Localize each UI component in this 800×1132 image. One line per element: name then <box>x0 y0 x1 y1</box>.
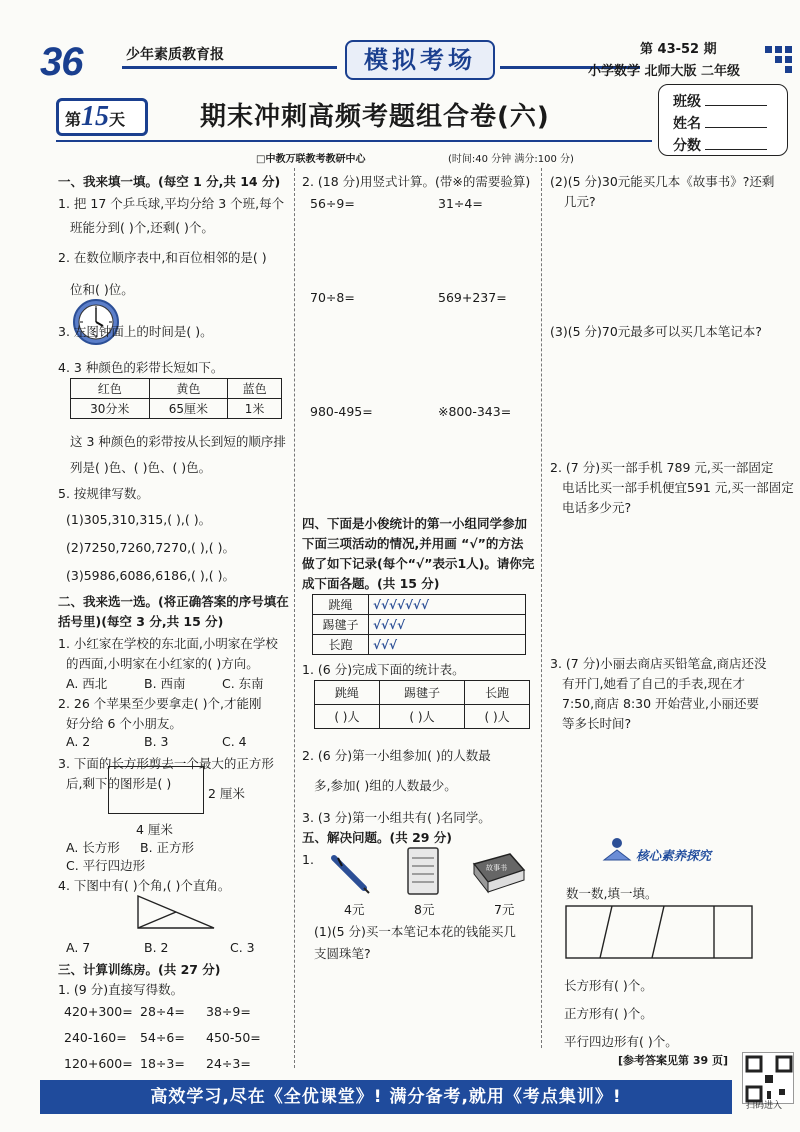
section-2-title: 二、我来选一选。(将正确答案的序号填在 <box>58 594 289 609</box>
issue-number: 第 43-52 期 <box>640 42 717 57</box>
question-text: 3. (7 分)小丽去商店买铅笔盒,商店还没 <box>550 656 767 671</box>
score-label: 分数 <box>673 138 701 154</box>
question-text: 位和( )位。 <box>70 282 134 297</box>
stat-table <box>314 680 530 729</box>
oral-item: 24÷3= <box>206 1056 251 1071</box>
price-label: 4元 <box>344 902 365 917</box>
question-text: 后,剩下的图形是( ) <box>66 776 172 791</box>
table-header: 黄色 <box>149 379 228 399</box>
question-text: 1. 把 17 个乒乓球,平均分给 3 个班,每个 <box>58 196 285 211</box>
storybook-icon <box>470 850 528 896</box>
triangle-figure <box>134 892 218 932</box>
name-field[interactable] <box>673 113 767 133</box>
dimension-label: 2 厘米 <box>208 786 245 801</box>
day-number: 15 <box>81 101 110 132</box>
question-text: 3. (3 分)第一小组共有( )名同学。 <box>302 810 491 825</box>
storybook-label: 故事书 <box>486 864 507 872</box>
question-text: 平行四边形有( )个。 <box>564 1034 678 1049</box>
table-header: 踢毽子 <box>379 681 464 705</box>
question-text: 支圆珠笔? <box>314 946 371 961</box>
price-label: 7元 <box>494 902 515 917</box>
section-4-title: 下面三项活动的情况,并用画 “√”的方法 <box>302 536 524 551</box>
calc-item: 569+237= <box>438 290 507 305</box>
question-text: 有开门,她看了自己的手表,现在才 <box>562 676 745 691</box>
ribbon-table <box>70 378 282 419</box>
oral-item: 28÷4= <box>140 1004 185 1019</box>
choice-option: B. 西南 <box>144 676 186 691</box>
class-label: 班级 <box>673 94 701 110</box>
section-3-title: 三、计算训练房。(共 27 分) <box>58 962 221 977</box>
question-text: 3. 下面的长方形剪去一个最大的正方形 <box>58 756 274 771</box>
qr-caption: 扫码进入 <box>746 1101 783 1111</box>
question-text: 4. 3 种颜色的彩带长短如下。 <box>58 360 224 375</box>
question-text: 3. 左图钟面上的时间是( )。 <box>58 324 213 339</box>
question-text: 多,参加( )组的人数最少。 <box>314 778 457 793</box>
question-text: 1. 小红家在学校的东北面,小明家在学校 <box>58 636 278 651</box>
oral-item: 120+600= <box>64 1056 133 1071</box>
table-header: 长跑 <box>465 681 530 705</box>
question-text: (1)(5 分)买一本笔记本花的钱能买几 <box>314 924 516 939</box>
question-text: 4. 下图中有( )个角,( )个直角。 <box>58 878 231 893</box>
choice-option: C. 平行四边形 <box>66 858 146 873</box>
student-info-box <box>658 84 788 156</box>
page-title: 期末冲刺高频考题组合卷(六) <box>200 102 550 132</box>
question-text: 等多长时间? <box>562 716 632 731</box>
answer-reference: [参考答案见第 39 页] <box>618 1054 729 1067</box>
calc-item: ※800-343= <box>438 404 512 419</box>
section-4-title: 成下面各题。(共 15 分) <box>302 576 440 591</box>
oral-item: 54÷6= <box>140 1030 185 1045</box>
question-text: 2. 26 个苹果至少要拿走( )个,才能刚 <box>58 696 262 711</box>
rectangle-figure <box>108 766 204 814</box>
day-badge <box>56 98 148 136</box>
table-cell: 1米 <box>228 399 282 419</box>
reader-mascot-icon <box>600 836 634 862</box>
table-cell: 65厘米 <box>149 399 228 419</box>
table-header: 跳绳 <box>315 681 380 705</box>
table-header: 蓝色 <box>228 379 282 399</box>
choice-option: A. 7 <box>66 940 91 955</box>
name-label: 姓名 <box>673 116 701 132</box>
oral-item: 420+300= <box>64 1004 133 1019</box>
question-text: (1)305,310,315,( ),( )。 <box>66 512 212 527</box>
answer-cell[interactable]: ( )人 <box>465 705 530 729</box>
tally-marks: √√√ <box>369 635 526 655</box>
question-text: 2. 在数位顺序表中,和百位相邻的是( ) <box>58 250 267 265</box>
section-1-title: 一、我来填一填。(每空 1 分,共 14 分) <box>58 174 281 189</box>
oral-item: 450-50= <box>206 1030 261 1045</box>
question-text: 正方形有( )个。 <box>564 1006 653 1021</box>
question-text: 数一数,填一填。 <box>566 886 658 901</box>
question-text: 1. (6 分)完成下面的统计表。 <box>302 662 465 677</box>
choice-option: B. 2 <box>144 940 169 955</box>
price-label: 8元 <box>414 902 435 917</box>
question-text: 这 3 种颜色的彩带按从长到短的顺序排 <box>70 434 286 449</box>
page-number: 36 <box>40 40 83 84</box>
tally-marks: √√√√√√√ <box>369 595 526 615</box>
choice-option: C. 4 <box>222 734 247 749</box>
tally-marks: √√√√ <box>369 615 526 635</box>
pen-icon <box>328 852 372 896</box>
choice-option: C. 东南 <box>222 676 264 691</box>
shapes-figure <box>564 904 756 962</box>
column-divider <box>294 168 295 1068</box>
section-4-title: 四、下面是小俊统计的第一小组同学参加 <box>302 516 528 531</box>
title-rule <box>56 140 652 142</box>
decorative-squares <box>765 46 795 86</box>
question-text: 7:50,商店 8:30 开始营业,小丽还要 <box>562 696 760 711</box>
table-header: 红色 <box>71 379 150 399</box>
core-literacy-label: 核心素养探究 <box>636 848 712 863</box>
time-score-info: (时间:40 分钟 满分:100 分) <box>448 154 574 165</box>
question-text: 的西面,小明家在小红家的( )方向。 <box>66 656 259 671</box>
organization: □中教万联教考教研中心 <box>256 154 366 165</box>
answer-cell[interactable]: ( )人 <box>315 705 380 729</box>
question-text: 列是( )色、( )色、( )色。 <box>70 460 212 475</box>
question-text: (3)(5 分)70元最多可以买几本笔记本? <box>550 324 762 339</box>
question-text: 1. <box>302 852 314 867</box>
day-suffix: 天 <box>109 110 126 129</box>
question-text: 2. (6 分)第一小组参加( )的人数最 <box>302 748 491 763</box>
table-cell: 跳绳 <box>313 595 369 615</box>
column-divider <box>541 168 542 1048</box>
section-4-title: 做了如下记录(每个“√”表示1人)。请你完 <box>302 556 535 571</box>
choice-option: A. 长方形 <box>66 840 120 855</box>
exam-banner: 模拟考场 <box>345 40 495 80</box>
day-prefix: 第 <box>65 110 82 129</box>
oral-item: 38÷9= <box>206 1004 251 1019</box>
question-text: 2. (18 分)用竖式计算。(带※的需要验算) <box>302 174 531 189</box>
question-text: 1. (9 分)直接写得数。 <box>58 982 184 997</box>
calc-item: 70÷8= <box>310 290 355 305</box>
header-rule-left <box>122 66 337 69</box>
oral-item: 18÷3= <box>140 1056 185 1071</box>
choice-option: B. 正方形 <box>140 840 195 855</box>
qr-code-icon[interactable] <box>742 1052 794 1104</box>
section-5-title: 五、解决问题。(共 29 分) <box>302 830 453 845</box>
question-text: (2)7250,7260,7270,( ),( )。 <box>66 540 235 555</box>
score-field[interactable] <box>673 135 767 155</box>
dimension-label: 4 厘米 <box>136 822 173 837</box>
choice-option: B. 3 <box>144 734 169 749</box>
choice-option: C. 3 <box>230 940 255 955</box>
question-text: (2)(5 分)30元能买几本《故事书》?还剩 <box>550 174 775 189</box>
notebook-icon <box>404 846 442 896</box>
question-text: 几元? <box>564 194 596 209</box>
newspaper-name: 少年素质教育报 <box>126 47 224 63</box>
question-text: 电话多少元? <box>562 500 632 515</box>
question-text: 班能分到( )个,还剩( )个。 <box>70 220 214 235</box>
table-cell: 30分米 <box>71 399 150 419</box>
choice-option: A. 西北 <box>66 676 108 691</box>
question-text: 好分给 6 个小朋友。 <box>66 716 182 731</box>
table-cell: 长跑 <box>313 635 369 655</box>
subject-grade: 小学数学 北师大版 二年级 <box>588 64 741 79</box>
question-text: 长方形有( )个。 <box>564 978 653 993</box>
calc-item: 980-495= <box>310 404 373 419</box>
choice-option: A. 2 <box>66 734 91 749</box>
answer-cell[interactable]: ( )人 <box>379 705 464 729</box>
question-text: (3)5986,6086,6186,( ),( )。 <box>66 568 235 583</box>
calc-item: 56÷9= <box>310 196 355 211</box>
class-field[interactable] <box>673 91 767 111</box>
question-text: 5. 按规律写数。 <box>58 486 149 501</box>
oral-item: 240-160= <box>64 1030 127 1045</box>
section-2-title: 括号里)(每空 3 分,共 15 分) <box>58 614 224 629</box>
question-text: 2. (7 分)买一部手机 789 元,买一部固定 <box>550 460 774 475</box>
question-text: 电话比买一部手机便宜591 元,买一部固定 <box>562 480 794 495</box>
tally-table <box>312 594 526 655</box>
footer-banner: 高效学习,尽在《全优课堂》! 满分备考,就用《考点集训》! <box>40 1080 732 1114</box>
table-cell: 踢毽子 <box>313 615 369 635</box>
calc-item: 31÷4= <box>438 196 483 211</box>
